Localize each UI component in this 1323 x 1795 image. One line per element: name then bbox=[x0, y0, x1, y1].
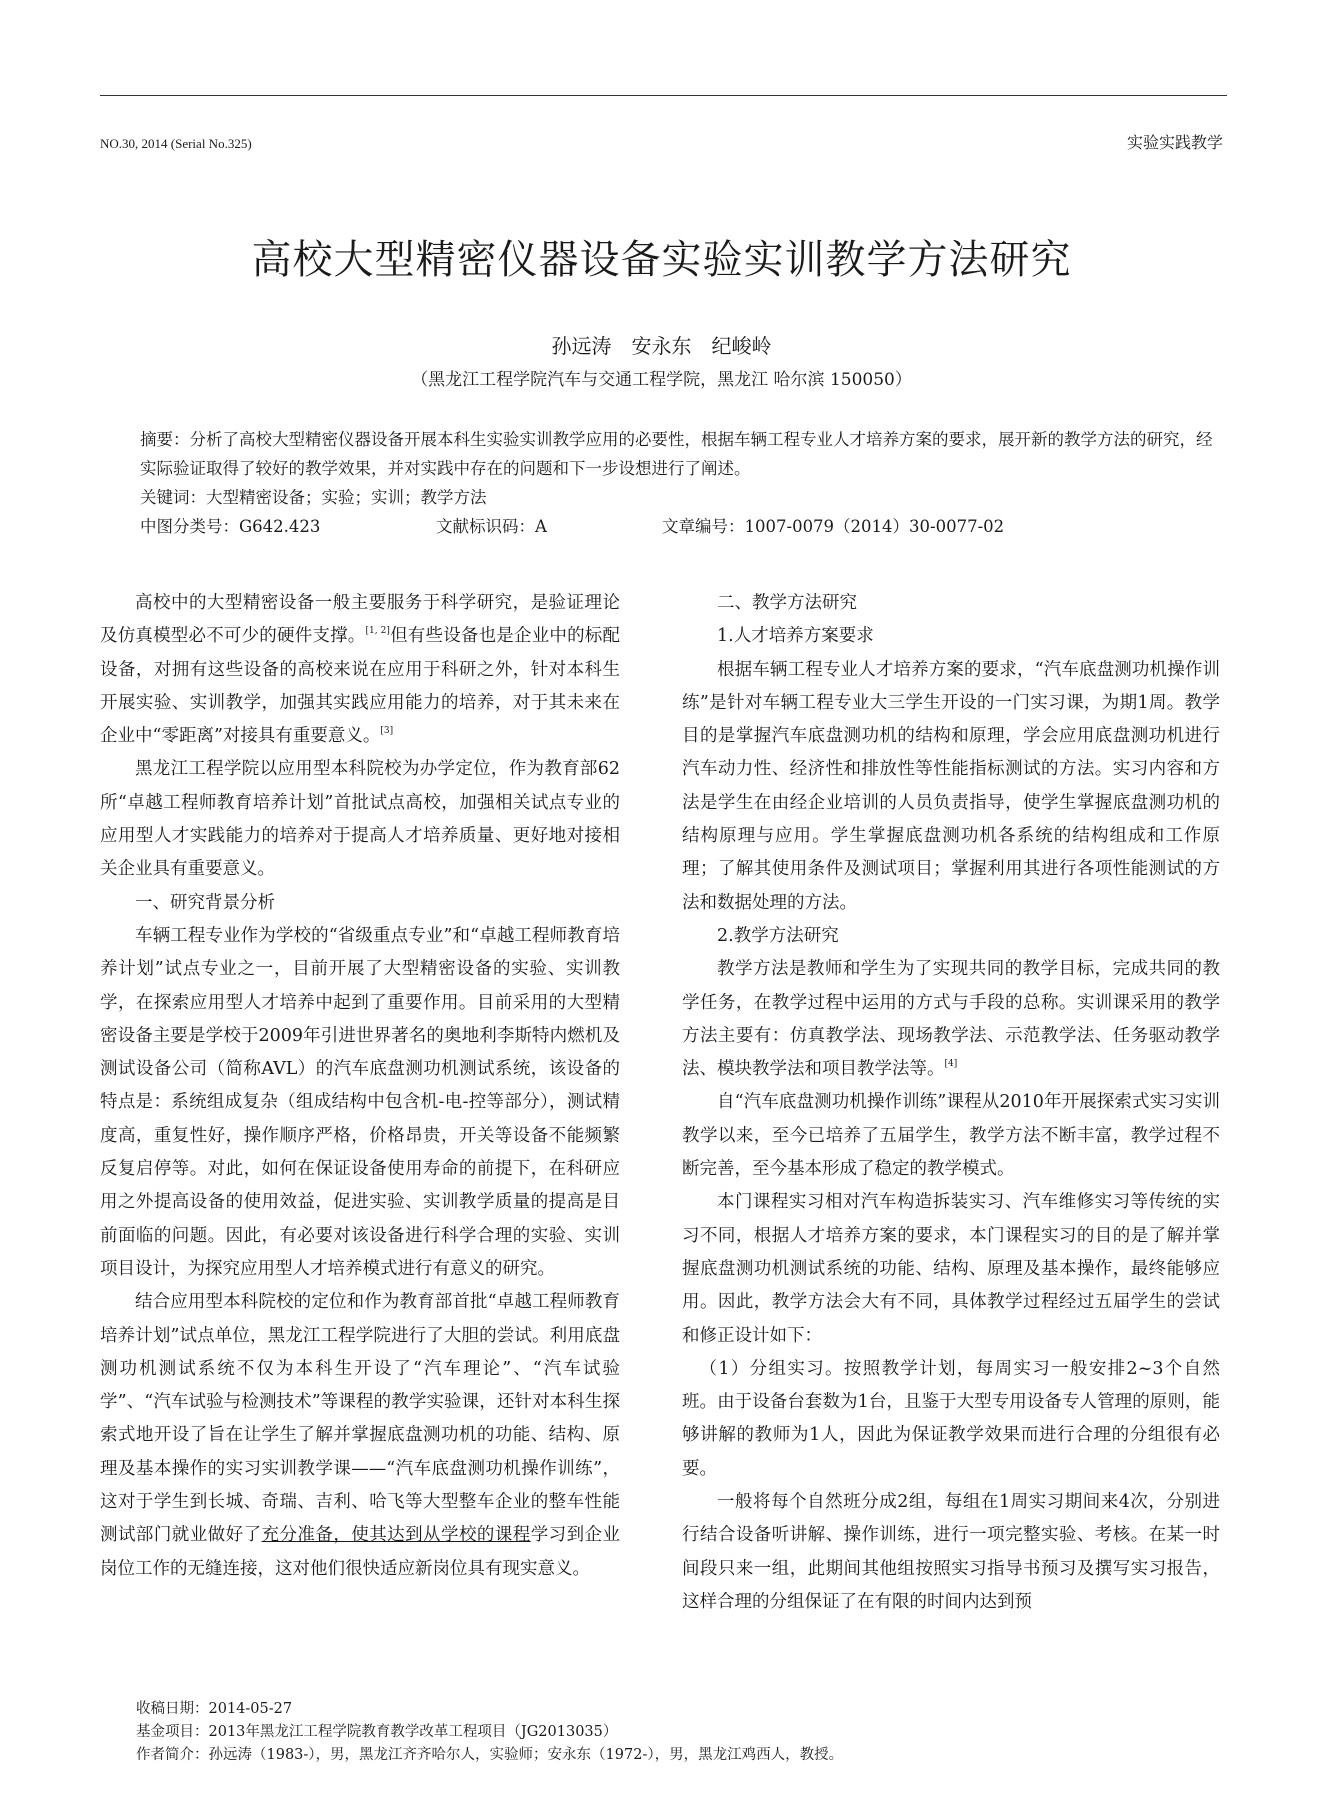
citation: [1, 2] bbox=[365, 626, 390, 637]
clc-number: 中图分类号：G642.423 bbox=[140, 517, 321, 536]
text-run: 教学方法是教师和学生为了实现共同的教学目标，完成共同的教学任务，在教学过程中运用的方式与手段的总称。实训课采用的教学方法主要有：仿真教学法、现场教学法、示范教学法、任务驱动教学法、模块教学法和项目教学法等。 bbox=[682, 959, 1220, 1080]
text-run: 结合应用型本科院校的定位和作为教育部首批“卓越工程师教育培养计划”试点单位，黑龙江工程学院进行了大胆的尝试。利用底盘测功机测试系统不仅为本科生开设了“汽车理论”、“汽车试验学”、“汽车试验与检测技术”等课程的教学实验课，还针对本科生探索式地开设了旨在让学生了解并掌握底盘测功机的功能、结构、原理及基本操作的实习实训教学课——“汽车底盘测功机操作训练”，这对于学生到长城、奇瑞、吉利、哈飞等大型整车企业的整车性能测试部门就业做好了 bbox=[100, 1292, 620, 1546]
author-bio: 作者简介：孙远涛（1983-），男，黑龙江齐齐哈尔人，实验师；安永东（1972-），男，黑龙江鸡西人，教授。 bbox=[136, 1747, 844, 1763]
issue-info: NO.30, 2014 (Serial No.325) bbox=[100, 136, 252, 151]
paragraph bbox=[100, 587, 620, 753]
paragraph: 自“汽车底盘测功机操作训练”课程从2010年开展探索式实习实训教学以来，至今已培养了五届学生，教学方法不断丰富，教学过程不断完善，至今基本形成了稳定的教学模式。 bbox=[682, 1092, 1220, 1180]
received-date: 收稿日期：2014-05-27 bbox=[136, 1701, 293, 1717]
article-number: 文章编号：1007-0079（2014）30-0077-02 bbox=[662, 517, 1005, 536]
paragraph: 本门课程实习相对汽车构造拆装实习、汽车维修实习等传统的实习不同，根据人才培养方案的要求，本门课程实习的目的是了解并掌握底盘测功机测试系统的功能、结构、原理及基本操作，最终能够应用。因此，教学方法会大有不同，具体教学过程经过五届学生的尝试和修正设计如下： bbox=[682, 1192, 1220, 1346]
paragraph bbox=[682, 953, 1220, 1086]
document-code: 文献标识码：A bbox=[436, 517, 547, 536]
classification-row bbox=[140, 512, 1227, 541]
underlined-text: 充分准备，使其达到从学校的课程 bbox=[261, 1525, 531, 1546]
affiliation: （黑龙江工程学院汽车与交通工程学院，黑龙江 哈尔滨 150050） bbox=[411, 370, 912, 390]
abstract-block bbox=[140, 425, 1227, 541]
paragraph: 一般将每个自然班分成2组，每组在1周实习期间来4次，分别进行结合设备听讲解、操作训练，进行一项完整实验、考核。在某一时间段只来一组，此期间其他组按照实习指导书预习及撰写实习报告，这样合理的分组保证了在有限的时间内达到预 bbox=[682, 1492, 1220, 1612]
section-name: 实验实践教学 bbox=[1126, 133, 1223, 152]
citation: [4] bbox=[944, 1059, 958, 1070]
footnote-block bbox=[136, 1698, 843, 1767]
header-rule bbox=[100, 95, 1227, 96]
fund-info: 基金项目：2013年黑龙江工程学院教育教学改革工程项目（JG2013035） bbox=[136, 1724, 618, 1740]
section-heading: 二、教学方法研究 bbox=[717, 593, 857, 613]
keywords: 关键词：大型精密设备；实验；实训；教学方法 bbox=[140, 488, 487, 507]
left-column bbox=[100, 587, 620, 1586]
right-column bbox=[682, 587, 1220, 1619]
paragraph: （1）分组实习。按照教学计划，每周实习一般安排2~3个自然班。由于设备台套数为1台，且鉴于大型专用设备专人管理的原则，能够讲解的教师为1人，因此为保证教学效果而进行合理的分组很有必要。 bbox=[682, 1358, 1220, 1479]
subsection-heading: 2.教学方法研究 bbox=[717, 925, 839, 946]
abstract-text: 摘要：分析了高校大型精密仪器设备开展本科生实验实训教学应用的必要性，根据车辆工程专业人才培养方案的要求，展开新的教学方法的研究，经实际验证取得了较好的教学效果，并对实践中存在的问题和下一步设想进行了阐述。 bbox=[140, 430, 1213, 478]
paragraph: 根据车辆工程专业人才培养方案的要求，“汽车底盘测功机操作训练”是针对车辆工程专业大三学生开设的一门实习课，为期1周。教学目的是掌握汽车底盘测功机的结构和原理，学会应用底盘测功机进行汽车动力性、经济性和排放性等性能指标测试的方法。实习内容和方法是学生在由经企业培训的人员负责指导，使学生掌握底盘测功机的结构原理与应用。学生掌握底盘测功机各系统的结构组成和工作原理；了解其使用条件及测试项目；掌握利用其进行各项性能测试的方法和数据处理的方法。 bbox=[682, 659, 1220, 913]
authors: 孙远涛 安永东 纪峻岭 bbox=[551, 334, 772, 358]
text-run: 学习到企业岗位工作的无缝连接，这对他们很快适应新岗位具有现实意义。 bbox=[100, 1525, 621, 1579]
section-heading: 一、研究背景分析 bbox=[135, 892, 275, 913]
paragraph: 黑龙江工程学院以应用型本科院校为办学定位，作为教育部62所“卓越工程师教育培养计划”首批试点高校，加强相关试点专业的应用型人才实践能力的培养对于提高人才培养质量、更好地对接相关企业具有重要意义。 bbox=[100, 759, 620, 880]
subsection-heading: 1.人才培养方案要求 bbox=[717, 626, 874, 647]
paragraph bbox=[100, 1286, 620, 1586]
paragraph: 车辆工程专业作为学校的“省级重点专业”和“卓越工程师教育培养计划”试点专业之一，目前开展了大型精密设备的实验、实训教学，在探索应用型人才培养中起到了重要作用。目前采用的大型精密设备主要是学校于2009年引进世界著名的奥地利李斯特内燃机及测试设备公司（简称AVL）的汽车底盘测功机测试系统，该设备的特点是：系统组成复杂（组成结构中包含机-电-控等部分），测试精度高，重复性好，操作顺序严格，价格昂贵，开关等设备不能频繁反复启停等。对此，如何在保证设备使用寿命的前提下，在科研应用之外提高设备的使用效益，促进实验、实训教学质量的提高是目前面临的问题。因此，有必要对该设备进行科学合理的实验、实训项目设计，为探究应用型人才培养模式进行有意义的研究。 bbox=[100, 925, 620, 1279]
paper-title: 高校大型精密仪器设备实验实训教学方法研究 bbox=[251, 237, 1072, 283]
text-run: 但有些设备也是企业中的标配设备，对拥有这些设备的高校来说在应用于科研之外，针对本科生开展实验、实训教学，加强其实践应用能力的培养，对于其未来在企业中“零距离”对接具有重要意义。 bbox=[100, 626, 621, 747]
citation: [3] bbox=[380, 726, 394, 737]
text-run: 高校中的大型精密设备一般主要服务于科学研究，是验证理论及仿真模型必不可少的硬件支撑。 bbox=[100, 593, 620, 647]
